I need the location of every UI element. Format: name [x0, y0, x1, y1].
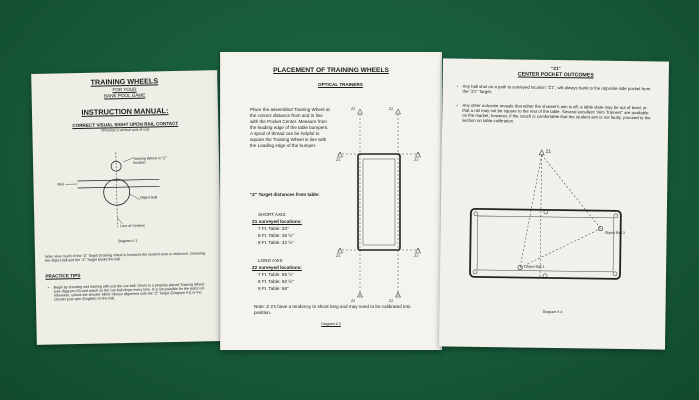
- z-label: Z1: [414, 158, 419, 162]
- z-label: Z2: [351, 107, 356, 111]
- z-label: Z2: [351, 299, 356, 303]
- z2-row: 8 Ft. Table: 60 ½": [258, 279, 294, 284]
- left-title-line2: FOR YOUR: [112, 86, 137, 93]
- practice-heading: PRACTICE TIPS: [45, 272, 81, 279]
- bullet-dot: •: [47, 285, 49, 290]
- left-title: TRAINING WHEELS: [90, 76, 159, 87]
- label-object-ball: Object Ball: [139, 195, 158, 200]
- z2-heading: Z2 surveyed locations:: [252, 265, 302, 270]
- left-title-line3: BANK POOL GAME: [104, 92, 146, 99]
- middle-panel: [220, 52, 442, 350]
- label-rail: Rail: [57, 182, 64, 187]
- middle-para: Place the assembled Training Wheel at the correct distance from and in line with the Pocket Center. Measure from the leading edge of the table bumpers. A spool of thread can be helpful to square the Training Wheel in line with the Leading edge of the bumper.: [250, 107, 330, 148]
- z-label: Z2: [389, 107, 394, 111]
- bullet-dot: •: [456, 103, 458, 108]
- object-ball-2-label: Object Ball 2: [604, 230, 626, 235]
- short-axis: SHORT AXIS: [258, 212, 286, 217]
- right-bullet-1: Any ball shot on a path to surveyed location "Z1", will always bank to the opposite side pocket from the "Z1" Target.: [462, 83, 651, 95]
- z-label: Z2: [389, 299, 394, 303]
- left-subtitle-note: (Practice a vertical axis of cut): [101, 127, 150, 133]
- z1-row: 8 Ft. Table: 36 ½": [258, 233, 294, 238]
- manual-title: INSTRUCTION MANUAL:: [81, 106, 169, 117]
- long-axis: LONG AXIS: [258, 258, 283, 263]
- right-bullet-2: Any other outcome reveals that either the shooter's aim is off, a table slate may be out of level, or that a rail may not be square to the rest of the table. Several excellent "Aim Trainers" are available on the market, however, if the coach is comfortable that the student aim is not faulty, proceed to the section on table calibration.: [462, 102, 651, 124]
- left-panel: [31, 70, 223, 345]
- z1-row: 7 Ft. Table: 33": [258, 226, 289, 231]
- label-training-wheel: Training Wheel in "Z" location: [132, 156, 167, 165]
- fold-line: [219, 52, 221, 350]
- diagram-3: [220, 52, 442, 350]
- diagram-3-label: Diagram # 3: [321, 322, 341, 326]
- right-title: CENTER POCKET OUTCOMES: [517, 71, 594, 79]
- diagram-1: [32, 130, 220, 254]
- z-label: Z1: [336, 254, 341, 258]
- z2-row: 9 Ft. Table: 66": [258, 286, 289, 291]
- z-label: Z1: [414, 254, 419, 258]
- z1-row: 9 Ft. Table: 42 ½": [258, 240, 294, 245]
- right-title-small: "Z1": [550, 65, 561, 72]
- z2-row: 7 Ft. Table: 55 ½": [258, 272, 294, 277]
- z-heading: "Z" Target distances from table:: [250, 192, 320, 197]
- left-note: Note: How much of the "Z" Target (training wheel in location) the student sees is irrelevant. Centering the object ball and the "Z" Target banks the ball.: [44, 251, 206, 263]
- z1-target-label: Z1: [545, 148, 552, 154]
- right-panel: [439, 58, 669, 349]
- left-subtitle: CORRECT VISUAL SIGHT UPON RAIL CONTACT: [72, 120, 179, 129]
- diagram-4: [439, 58, 669, 349]
- middle-subtitle: OPTICAL TRAINERS: [318, 82, 363, 87]
- middle-note: Note: Z 2's have a tendency to shoot long and may need to be calibrated into position.: [254, 304, 411, 315]
- diagram-1-label: Diagram # 1: [117, 238, 138, 244]
- label-line-of-centers: Line of Centers: [120, 223, 145, 229]
- object-ball-1-label: Object Ball 1: [524, 264, 545, 269]
- middle-title: PLACEMENT OF TRAINING WHEELS: [273, 67, 389, 74]
- practice-text: Begin by shooting and training with just the cue ball. Shoot to a properly placed Training Wheel (see diagram #3) and watch as the cue ball drops every time. It is not possible for the ball to do otherwise, unless the shooter either misses alignment with the "Z" Target (Diagram #1) or the shooter puts spin (English) on the ball.: [53, 282, 205, 302]
- diagram-4-label: Diagram # 4: [542, 309, 563, 315]
- z-label: Z1: [336, 158, 341, 162]
- z1-heading: Z1 surveyed locations:: [252, 219, 302, 224]
- bullet-dot: •: [456, 84, 458, 89]
